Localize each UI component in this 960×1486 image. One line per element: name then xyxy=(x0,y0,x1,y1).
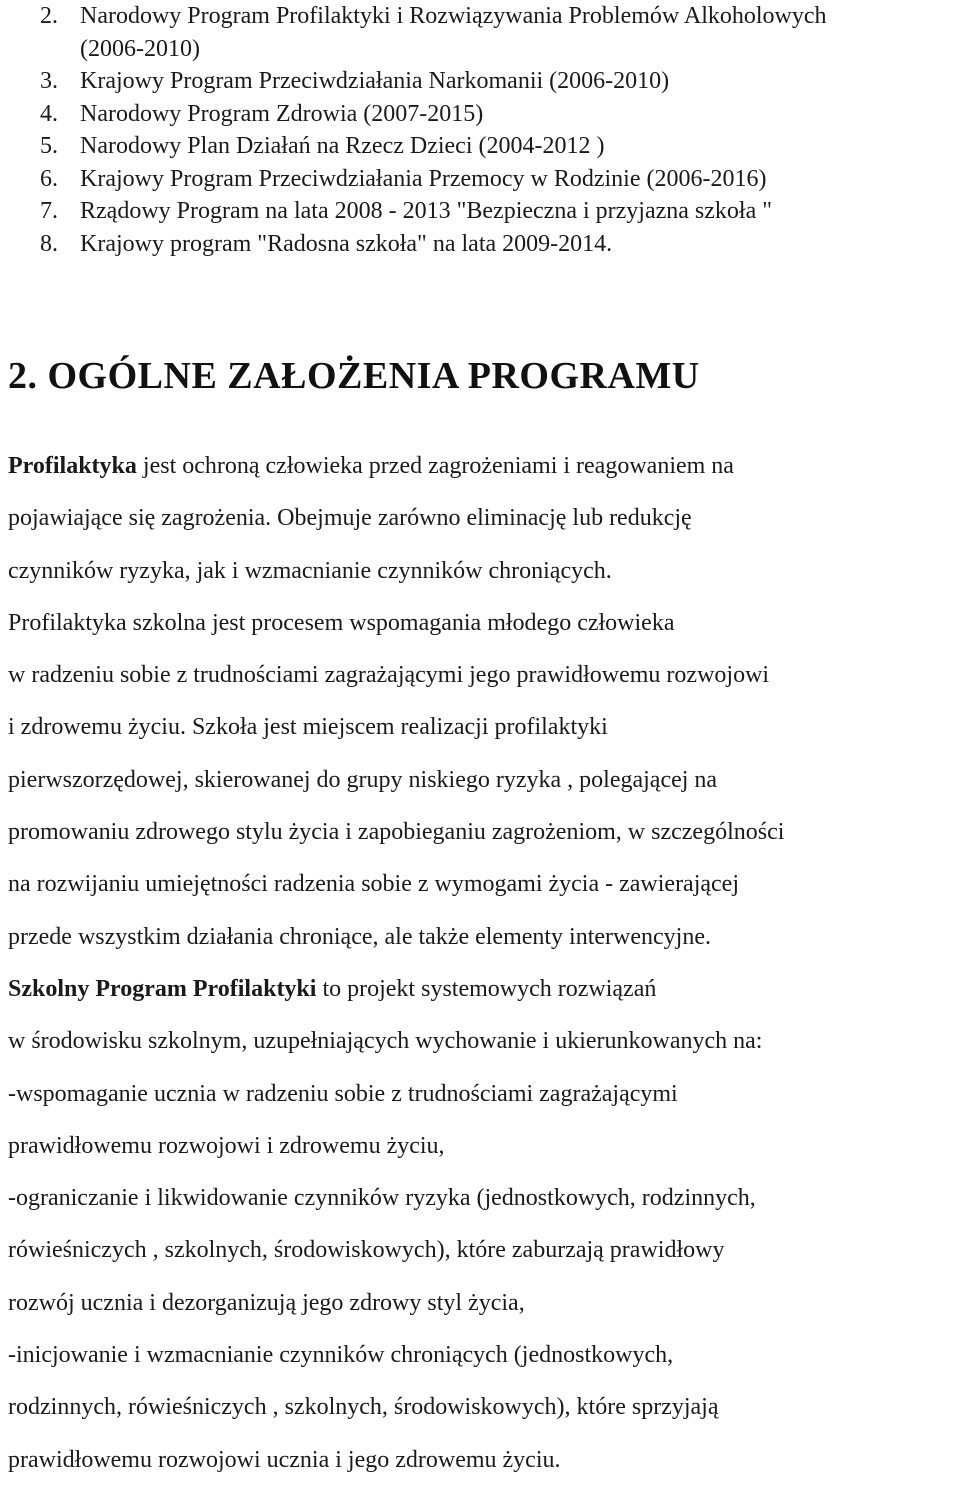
bold-term: Szkolny Program Profilaktyki xyxy=(8,975,317,1002)
bold-term: Profilaktyka xyxy=(8,453,137,479)
paragraph-line: w radzeniu sobie z trudnościami zagrażającymi jego prawidłowemu rozwojowi xyxy=(8,662,770,689)
line-text: jest ochroną człowieka przed zagrożeniami i reagowaniem na xyxy=(136,453,734,479)
list-item-number: 5. xyxy=(40,133,58,159)
list-item-number: 8. xyxy=(40,230,58,257)
list-item-number: 2. xyxy=(40,3,58,29)
paragraph-line: -wspomaganie ucznia w radzeniu sobie z trudnościami zagrażającymi xyxy=(8,1080,678,1107)
list-item-text: Krajowy program "Radosna szkoła" na lata 2009-2014. xyxy=(80,230,613,257)
list-item-text: Narodowy Program Profilaktyki i Rozwiązywania Problemów Alkoholowych (2006-2010) xyxy=(80,3,827,62)
paragraph-line: na rozwijaniu umiejętności radzenia sobie z wymogami życia - zawierającej xyxy=(8,871,740,898)
paragraph-line: rozwój ucznia i dezorganizują jego zdrowy styl życia, xyxy=(8,1289,525,1316)
paragraph-line: i zdrowemu życiu. Szkoła jest miejscem realizacji profilaktyki xyxy=(8,714,608,741)
list-item-text: Krajowy Program Przeciwdziałania Przemocy w Rodzinie (2006-2016) xyxy=(80,165,767,192)
list-item-number: 4. xyxy=(40,100,58,127)
list-item-text: Narodowy Plan Działań na Rzecz Dzieci (2004-2012 ) xyxy=(80,133,605,159)
section-heading: 2. OGÓLNE ZAŁOŻENIA PROGRAMU xyxy=(8,355,700,397)
programs-list xyxy=(40,0,955,260)
paragraph-line: prawidłowemu rozwojowi ucznia i jego zdrowemu życiu. xyxy=(8,1446,561,1473)
paragraph-line: rówieśniczych , szkolnych, środowiskowych), które zaburzają prawidłowy xyxy=(8,1237,725,1264)
list-item-text: Rządowy Program na lata 2008 - 2013 "Bezpieczna i przyjazna szkoła " xyxy=(80,198,773,224)
list-item-number: 6. xyxy=(40,165,58,192)
list-item xyxy=(40,130,955,163)
paragraph-line: promowaniu zdrowego stylu życia i zapobieganiu zagrożeniom, w szczególności xyxy=(8,819,785,846)
paragraph-line: -ograniczanie i likwidowanie czynników ryzyka (jednostkowych, rodzinnych, xyxy=(8,1185,756,1212)
section-body xyxy=(8,440,960,1486)
list-item-number: 3. xyxy=(40,68,58,94)
list-item xyxy=(40,65,955,98)
list-item xyxy=(40,0,955,65)
paragraph-line: -inicjowanie i wzmacnianie czynników chroniących (jednostkowych, xyxy=(8,1342,674,1369)
list-item-number: 7. xyxy=(40,198,58,224)
paragraph-line: rodzinnych, rówieśniczych , szkolnych, środowiskowych), które sprzyjają xyxy=(8,1394,719,1421)
paragraph-line: prawidłowemu rozwojowi i zdrowemu życiu, xyxy=(8,1132,445,1159)
list-item-text: Krajowy Program Przeciwdziałania Narkomanii (2006-2010) xyxy=(80,68,670,94)
paragraph-line: czynników ryzyka, jak i wzmacnianie czynników chroniących. xyxy=(8,557,612,584)
paragraph-line: w środowisku szkolnym, uzupełniających wychowanie i ukierunkowanych na: xyxy=(8,1028,763,1055)
paragraph-line: pierwszorzędowej, skierowanej do grupy niskiego ryzyka , polegającej na xyxy=(8,766,718,793)
list-item xyxy=(40,228,955,261)
paragraph-line: pojawiające się zagrożenia. Obejmuje zarówno eliminację lub redukcję xyxy=(8,505,692,532)
paragraph-line: Profilaktyka szkolna jest procesem wspomagania młodego człowieka xyxy=(8,609,675,636)
list-item xyxy=(40,163,955,196)
line-text: to projekt systemowych rozwiązań xyxy=(316,975,657,1002)
list-item xyxy=(40,195,955,228)
paragraph-line: przede wszystkim działania chroniące, ale także elementy interwencyjne. xyxy=(8,923,711,950)
list-item-text: Narodowy Program Zdrowia (2007-2015) xyxy=(80,100,484,127)
list-item xyxy=(40,98,955,131)
paragraph-line xyxy=(8,440,960,492)
paragraph-line xyxy=(8,963,960,1015)
